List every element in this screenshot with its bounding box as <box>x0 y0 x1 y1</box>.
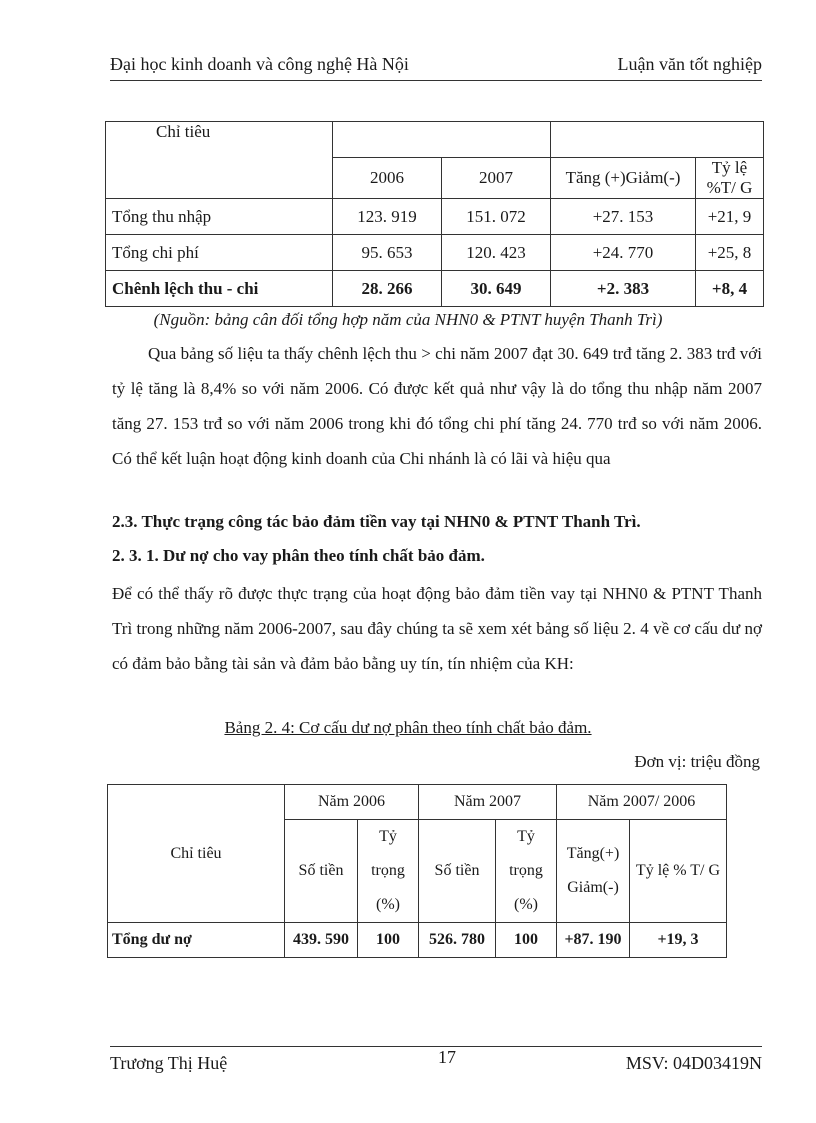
table-row: Tổng thu nhập 123. 919 151. 072 +27. 153 +21, 9 <box>106 199 764 235</box>
header-thesis: Luận văn tốt nghiệp <box>617 54 762 74</box>
page-header <box>110 54 762 81</box>
page-number: 17 <box>438 1047 456 1067</box>
t1-rate: Tỷ lệ %T/ G <box>696 158 764 199</box>
paragraph-1: Qua bảng số liệu ta thấy chênh lệch thu > chi năm 2007 đạt 30. 649 trđ tăng 2. 383 trđ với tỷ lệ tăng là 8,4% so với năm 2006. Có được kết quả như vậy là do tổng thu nhập năm 2007 tăng 27. 153 trđ so với năm 2006 trong khi đó tổng chi phí tăng 24. 770 trđ so với năm 2006. Có thể kết luận hoạt động kinh doanh của Chi nhánh là có lãi và hiệu qua <box>112 344 762 468</box>
debt-structure-table: Chỉ tiêu Năm 2006 Năm 2007 Năm 2007/ 2006 Số tiền Tỷ trọng (%) Số tiền Tỷ trọng (%) Tăng(+) Giảm(-) Tỷ lệ % T/ G Tổng dư nợ 439. 590 100 526. 780 100 +87. 190 +19, 3 <box>107 784 727 958</box>
subsection-heading: 2. 3. 1. Dư nợ cho vay phân theo tính chất bảo đảm. <box>112 546 485 565</box>
footer-author: Trương Thị Huệ <box>110 1053 228 1073</box>
footer-student-id: MSV: 04D03419N <box>625 1053 762 1073</box>
page-footer <box>110 1046 762 1081</box>
header-university: Đại học kinh doanh và công nghệ Hà Nội <box>110 54 409 74</box>
table2-caption: Bảng 2. 4: Cơ cấu dư nợ phân theo tính chất bảo đảm. <box>224 718 592 737</box>
t1-col-label: Chỉ tiêu <box>106 122 333 199</box>
t1-year1: 2006 <box>333 158 442 199</box>
table-row: Tổng dư nợ 439. 590 100 526. 780 100 +87. 190 +19, 3 <box>108 923 727 958</box>
table-row: Chênh lệch thu - chi 28. 266 30. 649 +2. 383 +8, 4 <box>106 271 764 307</box>
unit-label: Đơn vị: triệu đồng <box>634 752 760 771</box>
section-heading: 2.3. Thực trạng công tác bảo đảm tiền vay tại NHN0 & PTNT Thanh Trì. <box>112 512 641 531</box>
t2-compare: Năm 2007/ 2006 <box>557 785 727 820</box>
t2-year2: Năm 2007 <box>419 785 557 820</box>
t2-col-label: Chỉ tiêu <box>108 785 285 923</box>
income-table <box>105 121 764 307</box>
t2-year1: Năm 2006 <box>285 785 419 820</box>
paragraph-2: Để có thể thấy rõ được thực trạng của hoạt động bảo đảm tiền vay tại NHN0 & PTNT Thanh Trì trong những năm 2006-2007, sau đây chúng ta sẽ xem xét bảng số liệu 2. 4 về cơ cấu dư nợ có đảm bảo bằng tài sản và đảm bảo bằng uy tín, tín nhiệm của KH: <box>112 584 762 673</box>
t1-change: Tăng (+)Giảm(-) <box>551 158 696 199</box>
t1-year2: 2007 <box>442 158 551 199</box>
source-note: (Nguồn: bảng cân đối tổng hợp năm của NHN0 & PTNT huyện Thanh Trì) <box>153 310 663 329</box>
table-row: Tổng chi phí 95. 653 120. 423 +24. 770 +25, 8 <box>106 235 764 271</box>
